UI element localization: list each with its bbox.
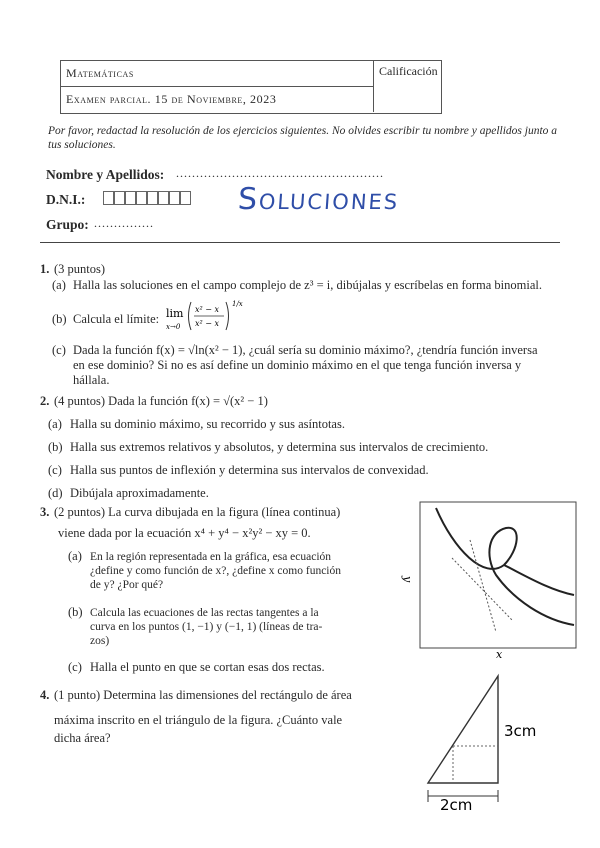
- q2b-text: Halla sus extremos relativos y absolutos, y determina sus intervalos de crecimiento.: [70, 440, 489, 454]
- grade-label: Calificación: [379, 64, 438, 78]
- limit-expression: [166, 296, 246, 336]
- q1a-text: Halla las soluciones en el campo complejo de z³ = i, dibújalas y escríbelas en forma binomial.: [73, 278, 542, 292]
- q3a-line1: En la región representada en la gráfica, esa ecuación: [90, 551, 332, 563]
- dni-box[interactable]: [158, 191, 169, 205]
- q3a-line2: ¿define y como función de x?, ¿define x como función: [90, 565, 341, 577]
- group-label: Grupo:: [46, 217, 89, 232]
- q4-line1: (1 punto) Determina las dimensiones del rectángulo de área: [54, 688, 352, 702]
- q4-line3: dicha área?: [54, 731, 111, 745]
- dni-box[interactable]: [136, 191, 147, 205]
- dni-label: D.N.I.:: [46, 192, 86, 207]
- header-rule: [40, 242, 560, 243]
- lim-numerator: x² − x: [195, 305, 220, 314]
- q3b-line2: curva en los puntos (1, −1) y (−1, 1) (líneas de tra-: [90, 621, 323, 633]
- dni-box[interactable]: [169, 191, 180, 205]
- q3a-text: [90, 550, 380, 592]
- dni-box[interactable]: [180, 191, 191, 205]
- tangent-line-2: [470, 540, 496, 632]
- q1-number: 1.: [40, 262, 50, 276]
- q2-number: 2.: [40, 394, 50, 408]
- q2b-label: (b): [48, 440, 63, 454]
- header-row-divider: [60, 86, 373, 87]
- q2a-label: (a): [48, 417, 62, 431]
- q3-intro: (2 puntos) La curva dibujada en la figura (línea continua): [54, 505, 341, 519]
- q3-equation: viene dada por la ecuación x⁴ + y⁴ − x²y² − xy = 0.: [58, 526, 311, 540]
- q1b-label: (b): [52, 312, 67, 326]
- q2a-text: Halla su dominio máximo, su recorrido y sus asíntotas.: [70, 417, 345, 431]
- left-paren: [189, 302, 192, 330]
- q1c-line2: en ese dominio? Si no es así define un dominio máximo en el que tenga función inversa y: [73, 358, 522, 372]
- q4-line2: máxima inscrito en el triángulo de la figura. ¿Cuánto vale: [54, 713, 343, 727]
- q3-number: 3.: [40, 505, 50, 519]
- lim-exponent: 1/x: [232, 300, 243, 308]
- base-label: 2cm: [440, 796, 473, 814]
- triangle: [428, 676, 498, 783]
- q4-number: 4.: [40, 688, 50, 702]
- q2d-text: Dibújala aproximadamente.: [70, 486, 209, 500]
- q3b-text: [90, 606, 380, 648]
- q1c-line3: hállala.: [73, 373, 110, 387]
- figure-y-label: y: [401, 576, 414, 583]
- name-field[interactable]: ....................................................: [176, 166, 384, 180]
- q3a-line3: de y? ¿Por qué?: [90, 579, 164, 591]
- q3b-line1: Calcula las ecuaciones de las rectas tangentes a la: [90, 607, 319, 619]
- q3c-text: Halla el punto en que se cortan esas dos rectas.: [90, 660, 325, 674]
- q1c-label: (c): [52, 343, 66, 357]
- curve-figure: [384, 500, 584, 660]
- q1b-text: Calcula el límite:: [73, 312, 160, 326]
- header-divider: [373, 60, 374, 112]
- dni-box[interactable]: [125, 191, 136, 205]
- q3a-label: (a): [68, 549, 82, 563]
- q1-points: (3 puntos): [54, 262, 106, 276]
- q2-intro: (4 puntos) Dada la función f(x) = √(x² − 1): [54, 394, 268, 408]
- name-label: Nombre y Apellidos:: [46, 167, 165, 182]
- q3c-label: (c): [68, 660, 82, 674]
- exam-title: Examen parcial. 15 de Noviembre, 2023: [66, 92, 277, 106]
- q1c-line1: Dada la función f(x) = √ln(x² − 1), ¿cuál sería su dominio máximo?, ¿tendría función inversa: [73, 343, 538, 357]
- handwritten-solutions: Soluciones: [236, 182, 401, 217]
- lim-denominator: x² − x: [195, 319, 220, 328]
- subject-title: Matemáticas: [66, 66, 134, 80]
- group-field[interactable]: ...............: [94, 216, 154, 230]
- dni-box[interactable]: [114, 191, 125, 205]
- solid-curve-branch: [504, 565, 574, 595]
- height-label: 3cm: [504, 722, 537, 740]
- dni-box[interactable]: [147, 191, 158, 205]
- right-paren: [226, 302, 229, 330]
- lim-subscript: x→0: [166, 323, 181, 331]
- q1a-label: (a): [52, 278, 66, 292]
- q3b-line3: zos): [90, 635, 110, 647]
- triangle-figure: [410, 668, 560, 818]
- q2c-label: (c): [48, 463, 62, 477]
- q3b-label: (b): [68, 605, 83, 619]
- instructions: Por favor, redactad la resolución de los ejercicios siguientes. No olvides escribir tu nombre y apellidos junto a tus soluciones.: [48, 125, 558, 151]
- dni-box[interactable]: [103, 191, 114, 205]
- q2d-label: (d): [48, 486, 63, 500]
- q2c-text: Halla sus puntos de inflexión y determina sus intervalos de convexidad.: [70, 463, 429, 477]
- lim-symbol: lim: [166, 307, 184, 320]
- figure-x-label: x: [496, 648, 503, 660]
